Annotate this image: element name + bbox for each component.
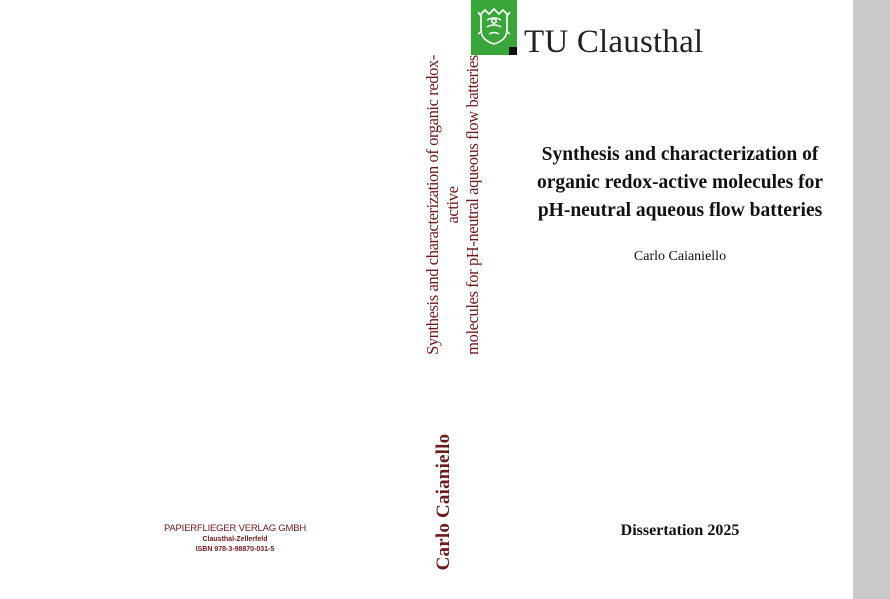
- front-title-line-2: organic redox-active molecules for: [536, 172, 824, 193]
- spine-title: [423, 55, 482, 355]
- logo-square: [509, 47, 517, 55]
- front-title-line-1: Synthesis and characterization of: [541, 144, 819, 165]
- logo-text: TU Clausthal: [524, 24, 704, 60]
- front-author: Carlo Caianiello: [633, 249, 727, 264]
- publisher-name: PAPIERFLIEGER VERLAG GMBH: [163, 523, 307, 534]
- dissertation-year: Dissertation 2025: [620, 522, 740, 539]
- front-title-line-3: pH-neutral aqueous flow batteries: [537, 200, 823, 221]
- isbn-number: ISBN 978-3-98870-031-5: [195, 546, 275, 553]
- publisher-block: [135, 523, 335, 555]
- front-title: [520, 141, 840, 225]
- spine-title-line-1: Synthesis and characterization of organic redox-active: [423, 55, 462, 355]
- spine-author: Carlo Caianiello: [433, 433, 454, 571]
- spine-title-line-2: molecules for pH-neutral aqueous flow batteries: [463, 55, 482, 355]
- publisher-city: Clausthal-Zellerfeld: [202, 536, 268, 543]
- right-margin-bar: [853, 0, 890, 599]
